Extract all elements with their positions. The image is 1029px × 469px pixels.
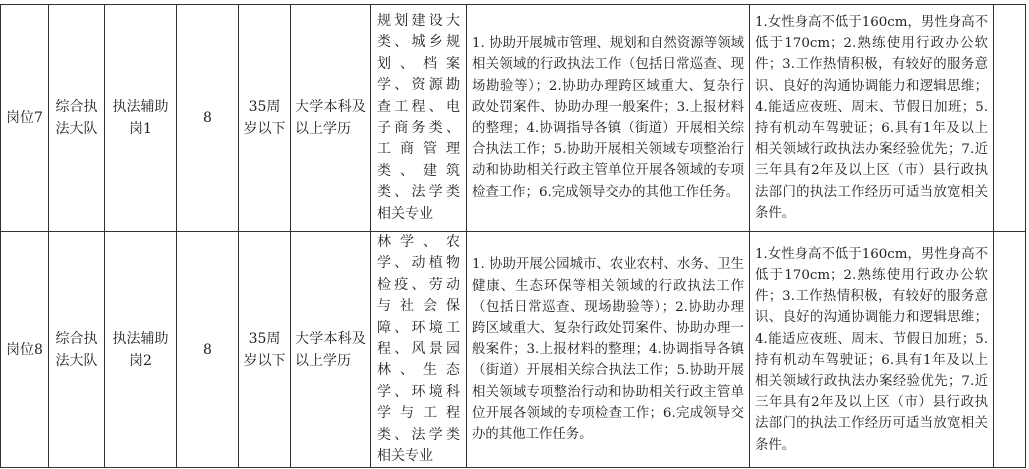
- remark-cell: [994, 232, 1026, 468]
- position-cell: 岗位7: [1, 5, 49, 232]
- major-cell: 规划建设大类、城乡规划、档案学、资源勘查工程、电子商务类、工商管理类、建筑类、法学类相关专业: [371, 5, 467, 232]
- education-cell: 大学本科及以上学历: [291, 232, 371, 468]
- remark-cell: [994, 5, 1026, 232]
- post-name-cell: 执法辅助岗1: [105, 5, 177, 232]
- recruitment-table: [0, 4, 1026, 468]
- age-cell: 35周岁以下: [239, 232, 291, 468]
- table-row: [1, 5, 1026, 232]
- requirements-cell: 1.女性身高不低于160cm，男性身高不低于170cm；2.熟练使用行政办公软件；3.工作热情积极，有较好的服务意识、良好的沟通协调能力和逻辑思维；4.能适应夜班、周末、节假日加班；5.持有机动车驾驶证；6.具有1年及以上相关领域行政执法办案经验优先；7.近三年具有2年及以上区（市）县行政执法部门的执法工作经历可适当放宽相关条件。: [750, 5, 994, 232]
- count-cell: 8: [177, 232, 239, 468]
- post-name-cell: 执法辅助岗2: [105, 232, 177, 468]
- education-cell: 大学本科及以上学历: [291, 5, 371, 232]
- department-cell: 综合执法大队: [49, 232, 105, 468]
- table-row: [1, 232, 1026, 468]
- duties-cell: 1. 协助开展公园城市、农业农村、水务、卫生健康、生态环保等相关领域的行政执法工作（包括日常巡查、现场勘验等）；2.协助办理跨区域重大、复杂行政处罚案件、协助办理一般案件；3.上报材料的整理；4.协调指导各镇（街道）开展相关综合执法工作；5.协助开展相关领域专项整治行动和协助相关行政主管单位开展各领域的专项检查工作；6.完成领导交办的其他工作任务。: [467, 232, 750, 468]
- age-cell: 35周岁以下: [239, 5, 291, 232]
- major-cell: 林学、农学、动植物检疫、劳动与社会保障、环境工程、风景园林、生态学、环境科学与工程类、法学类相关专业: [371, 232, 467, 468]
- department-cell: 综合执法大队: [49, 5, 105, 232]
- position-cell: 岗位8: [1, 232, 49, 468]
- duties-cell: 1. 协助开展城市管理、规划和自然资源等领域相关领域的行政执法工作（包括日常巡查、现场勘验等）；2.协助办理跨区域重大、复杂行政处罚案件、协助办理一般案件；3.上报材料的整理；4.协调指导各镇（街道）开展相关综合执法工作；5.协助开展相关领域专项整治行动和协助相关行政主管单位开展各领域的专项检查工作；6.完成领导交办的其他工作任务。: [467, 5, 750, 232]
- count-cell: 8: [177, 5, 239, 232]
- requirements-cell: 1.女性身高不低于160cm，男性身高不低于170cm；2.熟练使用行政办公软件；3.工作热情积极，有较好的服务意识、良好的沟通协调能力和逻辑思维；4.能适应夜班、周末、节假日加班；5.持有机动车驾驶证；6.具有1年及以上相关领域行政执法办案经验优先；7.近三年具有2年及以上区（市）县行政执法部门的执法工作经历可适当放宽相关条件。: [750, 232, 994, 468]
